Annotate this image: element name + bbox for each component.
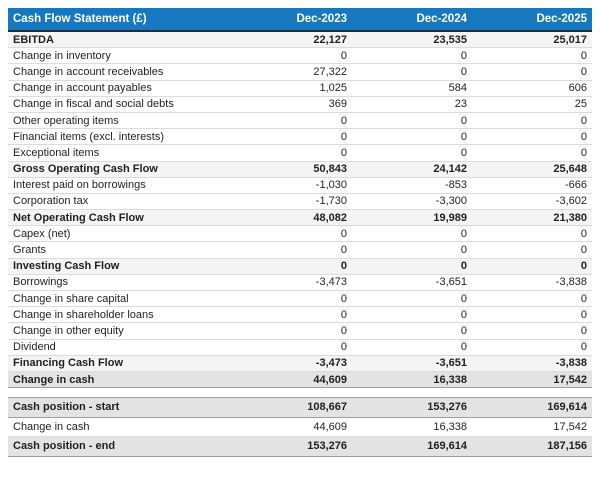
cell-value: 153,276 bbox=[232, 437, 352, 457]
cash-flow-table bbox=[8, 8, 592, 388]
table-header-row bbox=[8, 8, 592, 31]
cell-value: 25 bbox=[472, 96, 592, 112]
cell-value: 1,025 bbox=[232, 80, 352, 96]
cell-value: 0 bbox=[472, 339, 592, 355]
cell-value: 0 bbox=[472, 129, 592, 145]
cell-value: 606 bbox=[472, 80, 592, 96]
table-row bbox=[8, 64, 592, 80]
row-label: Corporation tax bbox=[8, 193, 232, 209]
cell-value: -3,651 bbox=[352, 355, 472, 371]
cell-value: 23,535 bbox=[352, 31, 472, 48]
row-label: Capex (net) bbox=[8, 226, 232, 242]
row-label: Cash position - start bbox=[8, 398, 232, 418]
cell-value: 169,614 bbox=[352, 437, 472, 457]
cell-value: 25,017 bbox=[472, 31, 592, 48]
cash-position-table bbox=[8, 397, 592, 457]
cell-value: -3,300 bbox=[352, 193, 472, 209]
table-header bbox=[8, 8, 592, 31]
cell-value: 17,542 bbox=[472, 371, 592, 387]
row-label: Change in other equity bbox=[8, 323, 232, 339]
table-row bbox=[8, 339, 592, 355]
cell-value: 0 bbox=[232, 129, 352, 145]
cell-value: 0 bbox=[472, 307, 592, 323]
cell-value: 584 bbox=[352, 80, 472, 96]
cell-value: 0 bbox=[352, 242, 472, 258]
row-label: Change in account payables bbox=[8, 80, 232, 96]
table-row bbox=[8, 177, 592, 193]
row-label: Gross Operating Cash Flow bbox=[8, 161, 232, 177]
table-row bbox=[8, 307, 592, 323]
table-row bbox=[8, 112, 592, 128]
cell-value: 0 bbox=[472, 226, 592, 242]
cell-value: 0 bbox=[472, 145, 592, 161]
cell-value: 50,843 bbox=[232, 161, 352, 177]
row-label: Change in account receivables bbox=[8, 64, 232, 80]
column-header-dec-2024: Dec-2024 bbox=[352, 8, 472, 31]
cell-value: 0 bbox=[232, 291, 352, 307]
cell-value: 0 bbox=[232, 307, 352, 323]
cell-value: 25,648 bbox=[472, 161, 592, 177]
row-label: Other operating items bbox=[8, 112, 232, 128]
cell-value: 48,082 bbox=[232, 210, 352, 226]
cell-value: 0 bbox=[472, 323, 592, 339]
cell-value: 169,614 bbox=[472, 398, 592, 418]
table-row bbox=[8, 48, 592, 64]
cell-value: -1,730 bbox=[232, 193, 352, 209]
cell-value: 0 bbox=[472, 258, 592, 274]
table-row bbox=[8, 398, 592, 418]
cell-value: -3,838 bbox=[472, 355, 592, 371]
cell-value: 24,142 bbox=[352, 161, 472, 177]
cell-value: 23 bbox=[352, 96, 472, 112]
table-row bbox=[8, 371, 592, 387]
cell-value: 0 bbox=[352, 339, 472, 355]
table-row bbox=[8, 96, 592, 112]
table-row bbox=[8, 242, 592, 258]
row-label: Dividend bbox=[8, 339, 232, 355]
table-row bbox=[8, 80, 592, 96]
table-row bbox=[8, 355, 592, 371]
cell-value: 0 bbox=[352, 307, 472, 323]
row-label: Financial items (excl. interests) bbox=[8, 129, 232, 145]
cell-value: 19,989 bbox=[352, 210, 472, 226]
table-row bbox=[8, 31, 592, 48]
cell-value: 0 bbox=[472, 291, 592, 307]
cell-value: -853 bbox=[352, 177, 472, 193]
row-label: Net Operating Cash Flow bbox=[8, 210, 232, 226]
cell-value: 0 bbox=[232, 242, 352, 258]
cell-value: -3,473 bbox=[232, 355, 352, 371]
table-row bbox=[8, 274, 592, 290]
table-row bbox=[8, 129, 592, 145]
table-row bbox=[8, 291, 592, 307]
table-row bbox=[8, 145, 592, 161]
row-label: Borrowings bbox=[8, 274, 232, 290]
cell-value: 0 bbox=[352, 129, 472, 145]
cell-value: 21,380 bbox=[472, 210, 592, 226]
cell-value: 44,609 bbox=[232, 417, 352, 437]
table-row bbox=[8, 193, 592, 209]
cell-value: 0 bbox=[352, 112, 472, 128]
cell-value: 0 bbox=[352, 291, 472, 307]
cell-value: 0 bbox=[352, 323, 472, 339]
table-title: Cash Flow Statement (£) bbox=[8, 8, 232, 31]
cash-position-rows bbox=[8, 398, 592, 457]
section-gap bbox=[8, 388, 592, 397]
row-label: Interest paid on borrowings bbox=[8, 177, 232, 193]
row-label: Change in share capital bbox=[8, 291, 232, 307]
row-label: Financing Cash Flow bbox=[8, 355, 232, 371]
cell-value: -3,651 bbox=[352, 274, 472, 290]
cell-value: 27,322 bbox=[232, 64, 352, 80]
cell-value: 0 bbox=[352, 258, 472, 274]
cell-value: -3,838 bbox=[472, 274, 592, 290]
table-row bbox=[8, 417, 592, 437]
cell-value: 0 bbox=[232, 145, 352, 161]
cell-value: 16,338 bbox=[352, 417, 472, 437]
row-label: Change in inventory bbox=[8, 48, 232, 64]
row-label: Investing Cash Flow bbox=[8, 258, 232, 274]
table-row bbox=[8, 161, 592, 177]
table-row bbox=[8, 323, 592, 339]
cell-value: 0 bbox=[472, 242, 592, 258]
cell-value: -666 bbox=[472, 177, 592, 193]
column-header-dec-2025: Dec-2025 bbox=[472, 8, 592, 31]
cell-value: -3,602 bbox=[472, 193, 592, 209]
cell-value: 369 bbox=[232, 96, 352, 112]
cell-value: 0 bbox=[352, 145, 472, 161]
cell-value: 16,338 bbox=[352, 371, 472, 387]
cell-value: 22,127 bbox=[232, 31, 352, 48]
main-rows bbox=[8, 31, 592, 388]
row-label: Change in shareholder loans bbox=[8, 307, 232, 323]
row-label: Change in fiscal and social debts bbox=[8, 96, 232, 112]
cell-value: 17,542 bbox=[472, 417, 592, 437]
cell-value: 153,276 bbox=[352, 398, 472, 418]
table-row bbox=[8, 210, 592, 226]
cell-value: 0 bbox=[232, 112, 352, 128]
cell-value: -3,473 bbox=[232, 274, 352, 290]
row-label: Cash position - end bbox=[8, 437, 232, 457]
cell-value: 0 bbox=[472, 48, 592, 64]
row-label: Change in cash bbox=[8, 371, 232, 387]
table-row bbox=[8, 258, 592, 274]
cell-value: 0 bbox=[472, 64, 592, 80]
cell-value: 44,609 bbox=[232, 371, 352, 387]
cell-value: 0 bbox=[352, 226, 472, 242]
cell-value: 0 bbox=[232, 226, 352, 242]
cell-value: 0 bbox=[352, 48, 472, 64]
row-label: Grants bbox=[8, 242, 232, 258]
cell-value: 0 bbox=[232, 323, 352, 339]
table-row bbox=[8, 226, 592, 242]
row-label: EBITDA bbox=[8, 31, 232, 48]
cell-value: -1,030 bbox=[232, 177, 352, 193]
cell-value: 0 bbox=[472, 112, 592, 128]
cell-value: 0 bbox=[232, 48, 352, 64]
cell-value: 0 bbox=[232, 339, 352, 355]
row-label: Exceptional items bbox=[8, 145, 232, 161]
cell-value: 108,667 bbox=[232, 398, 352, 418]
row-label: Change in cash bbox=[8, 417, 232, 437]
table-row bbox=[8, 437, 592, 457]
cell-value: 0 bbox=[352, 64, 472, 80]
cell-value: 187,156 bbox=[472, 437, 592, 457]
cell-value: 0 bbox=[232, 258, 352, 274]
column-header-dec-2023: Dec-2023 bbox=[232, 8, 352, 31]
